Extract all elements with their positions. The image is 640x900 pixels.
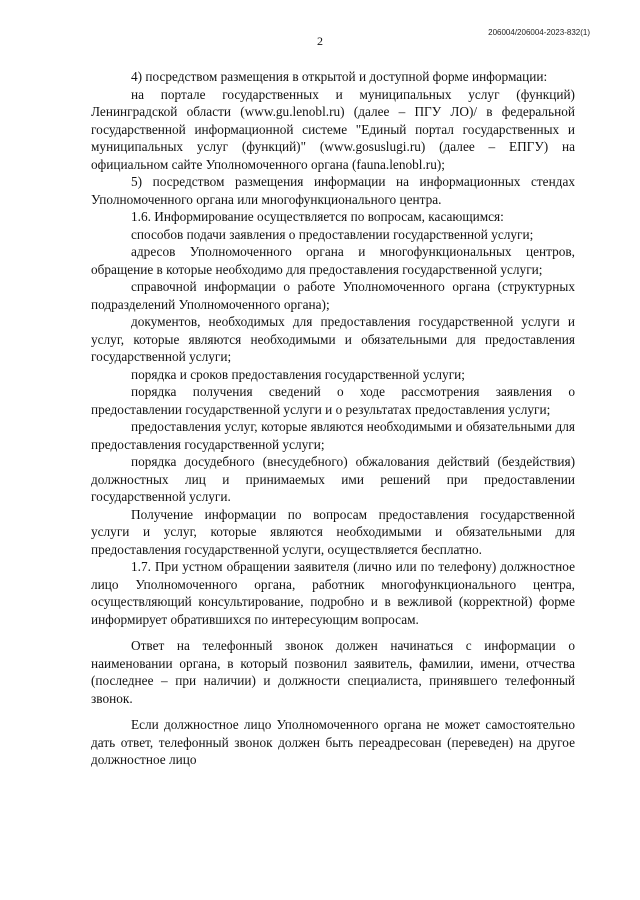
- page-number: 2: [317, 34, 323, 48]
- paragraph: порядка и сроков предоставления государственной услуги;: [131, 366, 465, 382]
- paragraph: на портале государственных и муниципальных услуг (функций) Ленинградской области (www.gu.lenobl.ru) (далее – ПГУ ЛО)/ в федеральной государственной информационной системе "Единый портал государственных и муниципальных услуг (функций)" (www.gosuslugi.ru) (далее – ЕПГУ) на официальном сайте Уполномоченного органа (fauna.lenobl.ru);: [91, 86, 575, 172]
- paragraph: предоставления услуг, которые являются необходимыми и обязательными для предоставления государственной услуги;: [91, 419, 575, 452]
- document-id: 206004/206004-2023-832(1): [488, 28, 590, 37]
- paragraph: 1.7. При устном обращении заявителя (лично или по телефону) должностное лицо Уполномоченного органа, работник многофункционального центра, осуществляющий консультирование, подробно и в вежливой (корректной) форме информирует обратившихся по интересующим вопросам.: [91, 559, 575, 627]
- paragraph: документов, необходимых для предоставления государственной услуги и услуг, которые являются необходимыми и обязательными для предоставления государственной услуги;: [91, 314, 575, 364]
- paragraph: справочной информации о работе Уполномоченного органа (структурных подразделений Уполномоченного органа);: [91, 279, 575, 312]
- paragraph: 4) посредством размещения в открытой и доступной форме информации:: [131, 69, 548, 84]
- paragraph: порядка получения сведений о ходе рассмотрения заявления о предоставлении государственной услуги и о результатах предоставления услуги;: [91, 384, 575, 417]
- paragraph: адресов Уполномоченного органа и многофункциональных центров, обращение в которые необходимо для предоставления государственной услуги;: [91, 244, 575, 277]
- paragraph: Ответ на телефонный звонок должен начинаться с информации о наименовании органа, в который позвонил заявитель, фамилии, имени, отчества (последнее – при наличии) и должности специалиста, принявшего телефонный звонок.: [91, 638, 575, 706]
- paragraph: Если должностное лицо Уполномоченного органа не может самостоятельно дать ответ, телефонный звонок должен быть переадресован (переведен) на другое должностное лицо: [91, 717, 575, 767]
- paragraph: порядка досудебного (внесудебного) обжалования действий (бездействия) должностных лиц и принимаемых ими решений при предоставлении государственной услуги.: [91, 454, 575, 504]
- document-body: [91, 68, 575, 769]
- paragraph: 1.6. Информирование осуществляется по вопросам, касающимся:: [131, 209, 504, 224]
- paragraph: способов подачи заявления о предоставлении государственной услуги;: [131, 226, 534, 242]
- paragraph: Получение информации по вопросам предоставления государственной услуги и услуг, которые являются необходимыми и обязательными для предоставления государственной услуги, осуществляется бесплатно.: [91, 506, 575, 557]
- paragraph: 5) посредством размещения информации на информационных стендах Уполномоченного органа или многофункционального центра.: [91, 174, 575, 207]
